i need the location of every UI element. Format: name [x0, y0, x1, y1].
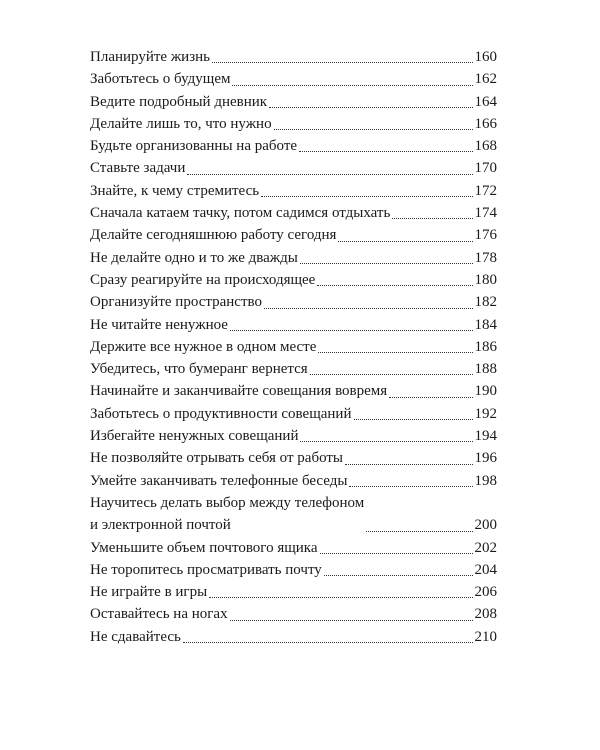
toc-entry-title: Делайте лишь то, что нужно	[90, 115, 272, 132]
toc-entry[interactable]	[90, 46, 497, 68]
toc-entry-title: Заботьтесь о продуктивности совещаний	[90, 405, 352, 422]
toc-entry-title: Ставьте задачи	[90, 160, 186, 177]
toc-entry-page: 170	[474, 160, 497, 177]
dot-leader	[212, 62, 472, 63]
toc-entry-page: 168	[474, 138, 497, 155]
toc-entry-page: 188	[474, 361, 497, 378]
toc-entry-title: Не играйте в игры	[90, 584, 208, 601]
dot-leader	[230, 330, 473, 331]
toc-entry[interactable]	[90, 135, 497, 157]
toc-entry-page: 186	[474, 338, 497, 355]
toc-entry-title-line: Научитесь делать выбор между телефоном	[90, 494, 365, 511]
dot-leader	[300, 441, 472, 442]
toc-entry[interactable]	[90, 626, 497, 648]
toc-entry[interactable]	[90, 603, 497, 625]
toc-entry-title	[90, 492, 364, 537]
toc-entry-title: Не торопитесь просматривать почту	[90, 561, 322, 578]
toc-entry-page: 182	[474, 294, 497, 311]
dot-leader	[232, 85, 472, 86]
toc-entry[interactable]	[90, 559, 497, 581]
toc-entry-title: Сначала катаем тачку, потом садимся отдыхать	[90, 205, 391, 222]
dot-leader	[349, 486, 472, 487]
toc-entry[interactable]	[90, 358, 497, 380]
dot-leader	[392, 218, 472, 219]
toc-entry-title: Знайте, к чему стремитесь	[90, 182, 260, 199]
toc-entry-title-line: и электронной почтой	[90, 517, 231, 534]
toc-entry[interactable]	[90, 470, 497, 492]
toc-entry-page: 160	[474, 49, 497, 65]
toc-entry-title: Делайте сегодняшнюю работу сегодня	[90, 227, 337, 244]
toc-entry[interactable]	[90, 380, 497, 402]
toc-entry-title: Не читайте ненужное	[90, 316, 228, 333]
toc-entry[interactable]	[90, 291, 497, 313]
dot-leader	[354, 419, 473, 420]
toc-entry-page: 208	[474, 606, 497, 623]
toc-entry-title: Не делайте одно и то же дважды	[90, 249, 298, 266]
toc-entry-title: Умейте заканчивать телефонные беседы	[90, 472, 348, 489]
toc-entry[interactable]	[90, 224, 497, 246]
toc-entry[interactable]	[90, 202, 497, 224]
dot-leader	[345, 464, 472, 465]
toc-entry[interactable]	[90, 581, 497, 603]
toc-entry-page: 172	[474, 182, 497, 199]
toc-entry-page: 200	[474, 517, 497, 534]
toc-entry[interactable]	[90, 113, 497, 135]
toc-entry-title: Оставайтесь на ногах	[90, 606, 228, 623]
toc-entry-page: 166	[474, 115, 497, 132]
toc-entry[interactable]	[90, 447, 497, 469]
toc-entry[interactable]	[90, 91, 497, 113]
toc-entry-page: 178	[474, 249, 497, 266]
toc-entry-title: Планируйте жизнь	[90, 49, 211, 65]
dot-leader	[183, 642, 473, 643]
toc-entry-page: 162	[474, 71, 497, 88]
toc-entry[interactable]	[90, 425, 497, 447]
toc-entry-page: 192	[474, 405, 497, 422]
toc-entry-title: Будьте организованны на работе	[90, 138, 298, 155]
toc-entry-title: Начинайте и заканчивайте совещания вовремя	[90, 383, 388, 400]
dot-leader	[317, 285, 472, 286]
toc-entry[interactable]	[90, 492, 497, 537]
dot-leader	[209, 597, 472, 598]
toc-entry-page: 198	[474, 472, 497, 489]
dot-leader	[310, 374, 473, 375]
toc-entry[interactable]	[90, 314, 497, 336]
toc-entry-page: 184	[474, 316, 497, 333]
table-of-contents	[90, 46, 497, 648]
toc-entry[interactable]	[90, 403, 497, 425]
toc-entry[interactable]	[90, 247, 497, 269]
toc-entry-page: 194	[474, 428, 497, 445]
dot-leader	[261, 196, 472, 197]
dot-leader	[274, 129, 473, 130]
toc-entry-page: 164	[474, 93, 497, 110]
toc-entry-title: Убедитесь, что бумеранг вернется	[90, 361, 308, 378]
toc-entry-title: Организуйте пространство	[90, 294, 262, 311]
dot-leader	[299, 151, 472, 152]
dot-leader	[187, 174, 472, 175]
dot-leader	[269, 107, 472, 108]
toc-entry-page: 174	[474, 205, 497, 222]
toc-entry-title: Ведите подробный дневник	[90, 93, 268, 110]
dot-leader	[264, 308, 473, 309]
toc-entry-page: 176	[474, 227, 497, 244]
toc-entry[interactable]	[90, 537, 497, 559]
toc-entry[interactable]	[90, 68, 497, 90]
toc-entry-page: 206	[474, 584, 497, 601]
toc-entry[interactable]	[90, 180, 497, 202]
toc-entry-title: Держите все нужное в одном месте	[90, 338, 317, 355]
toc-entry-title: Не позволяйте отрывать себя от работы	[90, 450, 344, 467]
dot-leader	[338, 241, 472, 242]
toc-entry-page: 196	[474, 450, 497, 467]
toc-entry-title: Заботьтесь о будущем	[90, 71, 231, 88]
toc-entry-page: 204	[474, 561, 497, 578]
toc-entry-title: Избегайте ненужных совещаний	[90, 428, 299, 445]
toc-entry[interactable]	[90, 269, 497, 291]
toc-entry[interactable]	[90, 157, 497, 179]
dot-leader	[320, 553, 473, 554]
toc-entry-title: Уменьшите объем почтового ящика	[90, 539, 318, 556]
toc-entry-title: Не сдавайтесь	[90, 628, 181, 645]
dot-leader	[318, 352, 472, 353]
dot-leader	[366, 531, 472, 532]
dot-leader	[230, 620, 473, 621]
toc-entry-page: 210	[474, 628, 497, 645]
toc-entry-page: 190	[474, 383, 497, 400]
dot-leader	[389, 397, 472, 398]
toc-entry-title: Сразу реагируйте на происходящее	[90, 271, 316, 288]
dot-leader	[324, 575, 473, 576]
toc-entry-page: 202	[474, 539, 497, 556]
toc-entry-page: 180	[474, 271, 497, 288]
dot-leader	[300, 263, 473, 264]
toc-entry[interactable]	[90, 336, 497, 358]
